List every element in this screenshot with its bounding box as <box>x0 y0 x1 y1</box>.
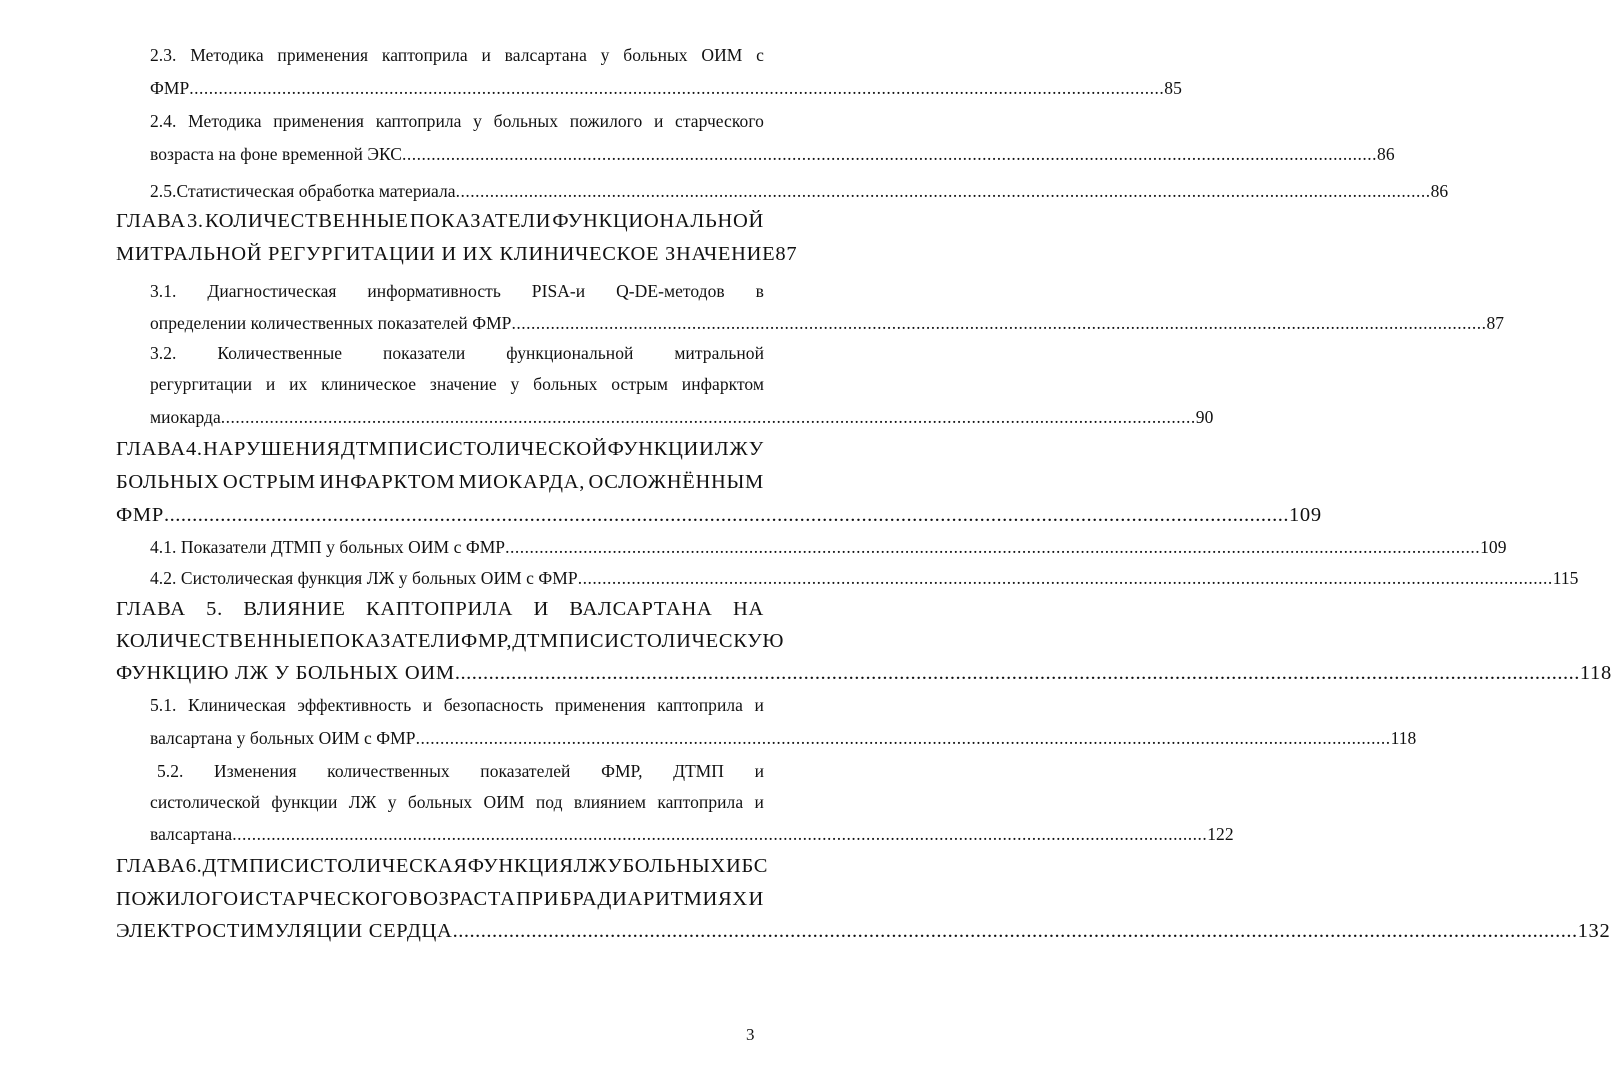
chapter-heading <box>116 630 785 652</box>
word: количественных <box>327 761 450 781</box>
word: ПОЖИЛОГО <box>116 888 239 910</box>
word: больных <box>493 111 559 131</box>
toc-line <box>150 697 764 715</box>
word: НА <box>732 598 764 620</box>
word: ФМР, <box>461 630 513 652</box>
word: пожилого <box>569 111 643 131</box>
word: У <box>607 855 623 877</box>
toc-line <box>157 763 764 781</box>
chapter-heading <box>116 211 764 232</box>
word: у <box>600 45 610 65</box>
word: безопасность <box>443 695 544 715</box>
word: применения <box>277 45 369 65</box>
toc-line: 4.1. Показатели ДТМП у больных ОИМ с ФМР ........................................................................................................................................................................................................ 109 <box>150 537 1507 557</box>
word: Q-DE-методов <box>616 281 725 301</box>
word: в <box>755 281 764 301</box>
word: и <box>265 374 276 394</box>
word: Изменения <box>214 761 297 781</box>
word: ФУНКЦИИ <box>607 438 715 460</box>
word: больных <box>407 792 473 812</box>
word: и <box>422 695 433 715</box>
word: МИОКАРДА, <box>458 471 586 493</box>
chapter-heading <box>116 855 769 877</box>
word: Клиническая <box>187 695 286 715</box>
word: ЛЖ <box>348 792 377 812</box>
word: у <box>387 792 397 812</box>
word: ФМР, <box>601 761 643 781</box>
toc-line: валсартана у больных ОИМ с ФМР ........................................................................................................................................................................................................ 118 <box>150 728 1417 748</box>
toc-line: 2.5.Статистическая обработка материала ........................................................................................................................................................................................................ 86 <box>150 181 1449 201</box>
word: больных <box>623 45 688 65</box>
word: применения <box>273 111 364 131</box>
word: ОИМ <box>483 792 525 812</box>
dot-leader: ........................................................................................................................................................................................................ <box>454 662 1580 684</box>
word: КАПТОПРИЛА <box>366 598 514 620</box>
toc-line <box>150 345 764 363</box>
dot-leader: ........................................................................................................................................................................................................ <box>163 504 1289 526</box>
word: 5. <box>206 598 223 620</box>
toc-line <box>150 283 764 301</box>
chapter-heading: ФМР ........................................................................................................................................................................................................ 109 <box>116 504 1322 526</box>
word: функции <box>271 792 338 812</box>
word: ФУНКЦИОНАЛЬНОЙ <box>552 210 764 232</box>
word: И <box>264 855 281 877</box>
dot-leader: ........................................................................................................................................................................................................ <box>220 407 1196 427</box>
word: ДТМП <box>341 438 404 460</box>
word: с <box>756 45 764 65</box>
word: и <box>754 695 764 715</box>
word: БОЛЬНЫХ <box>116 471 220 493</box>
word: ДТМП <box>202 855 265 877</box>
toc-line: миокарда ........................................................................................................................................................................................................ 90 <box>150 407 1214 427</box>
word: 3.1. <box>150 281 177 301</box>
chapter-heading: ЭЛЕКТРОСТИМУЛЯЦИИ СЕРДЦА ........................................................................................................................................................................................................ 132 <box>116 920 1611 942</box>
word: ГЛАВА <box>116 598 186 620</box>
word: ДТМП <box>512 630 575 652</box>
word: СИСТОЛИЧЕСКОЙ <box>419 438 608 460</box>
word: валсартана <box>504 45 587 65</box>
word: регургитации <box>150 374 253 394</box>
word: ЛЖ <box>714 438 749 460</box>
word: 4. <box>185 438 203 460</box>
word: информативность <box>367 281 501 301</box>
dot-leader: ........................................................................................................................................................................................................ <box>455 181 1431 201</box>
word: 2.4. <box>150 111 177 131</box>
word: каптоприла <box>657 695 743 715</box>
dot-leader: ........................................................................................................................................................................................................ <box>189 78 1165 98</box>
dot-leader: ........................................................................................................................................................................................................ <box>402 144 1378 164</box>
word: БОЛЬНЫХ <box>622 855 726 877</box>
word: клиническое <box>321 374 417 394</box>
word: ФУНКЦИЯ <box>467 855 574 877</box>
word: НАРУШЕНИЯ <box>202 438 341 460</box>
word: ПОКАЗАТЕЛИ <box>319 630 462 652</box>
word: И <box>403 438 419 460</box>
word: PISA-и <box>531 281 586 301</box>
dot-leader: ........................................................................................................................................................................................................ <box>511 313 1487 333</box>
word: под <box>535 792 563 812</box>
toc-line <box>150 113 764 131</box>
word: острым <box>611 374 668 394</box>
word: И <box>239 888 255 910</box>
word: значение <box>429 374 497 394</box>
word: и <box>653 111 664 131</box>
word: 2.3. <box>150 45 177 65</box>
word: у <box>473 111 482 131</box>
word: ГЛАВА <box>116 855 186 877</box>
chapter-heading: МИТРАЛЬНОЙ РЕГУРГИТАЦИИ И ИХ КЛИНИЧЕСКОЕ ЗНАЧЕНИЕ 87 <box>116 243 798 265</box>
word: каптоприла <box>381 45 468 65</box>
word: каптоприла <box>375 111 462 131</box>
word: старческого <box>675 111 764 131</box>
word: 6. <box>185 855 203 877</box>
word: И <box>748 888 764 910</box>
word: ДТМП <box>673 761 724 781</box>
word: систолической <box>150 792 261 812</box>
word: ОСТРЫМ <box>222 471 316 493</box>
toc-line: валсартана ........................................................................................................................................................................................................ 122 <box>150 824 1234 844</box>
word: Количественные <box>217 343 343 363</box>
word: У <box>748 438 764 460</box>
chapter-heading <box>116 889 764 910</box>
word: СИСТОЛИЧЕСКАЯ <box>280 855 468 877</box>
word: инфарктом <box>681 374 764 394</box>
word: ГЛАВА <box>116 438 186 460</box>
word: функциональной <box>506 343 634 363</box>
word: больных <box>533 374 598 394</box>
toc-line: определении количественных показателей ФМР ........................................................................................................................................................................................................ 87 <box>150 313 1505 333</box>
word: влиянием <box>573 792 647 812</box>
word: ВЛИЯНИЕ <box>243 598 346 620</box>
toc-line: возраста на фоне временной ЭКС ........................................................................................................................................................................................................ 86 <box>150 144 1395 164</box>
word: показателей <box>480 761 571 781</box>
word: Методика <box>190 45 264 65</box>
chapter-heading: ФУНКЦИЮ ЛЖ У БОЛЬНЫХ ОИМ ........................................................................................................................................................................................................ 118 <box>116 662 1612 684</box>
chapter-heading <box>116 599 764 620</box>
word: показатели <box>382 343 466 363</box>
dot-leader: ........................................................................................................................................................................................................ <box>505 537 1481 557</box>
word: ЛЖ <box>573 855 608 877</box>
word: БРАДИАРИТМИЯХ <box>559 888 748 910</box>
chapter-heading <box>116 439 764 460</box>
word: применения <box>554 695 646 715</box>
word: И <box>574 630 590 652</box>
page-number: 3 <box>746 1025 755 1044</box>
word: у <box>510 374 520 394</box>
word: их <box>289 374 308 394</box>
word: и <box>754 792 764 812</box>
word: И <box>533 598 550 620</box>
word: ВОЗРАСТА <box>408 888 516 910</box>
word: КОЛИЧЕСТВЕННЫЕ <box>116 630 320 652</box>
word: митральной <box>674 343 764 363</box>
toc-line <box>150 47 764 65</box>
word: ПОКАЗАТЕЛИ <box>409 210 552 232</box>
word: 5.2. <box>157 761 184 781</box>
word: СИСТОЛИЧЕСКУЮ <box>589 630 785 652</box>
dot-leader: ........................................................................................................................................................................................................ <box>415 728 1391 748</box>
word: и <box>754 761 764 781</box>
word: СТАРЧЕСКОГО <box>255 888 409 910</box>
word: ИНФАРКТОМ <box>319 471 456 493</box>
word: ГЛАВА <box>116 210 186 232</box>
word: КОЛИЧЕСТВЕННЫЕ <box>204 210 409 232</box>
word: ВАЛСАРТАНА <box>569 598 713 620</box>
toc-line: ФМР ........................................................................................................................................................................................................ 85 <box>150 78 1182 98</box>
word: ОСЛОЖНЁННЫМ <box>588 471 764 493</box>
word: Диагностическая <box>207 281 337 301</box>
word: ИБС <box>725 855 769 877</box>
toc-line: 4.2. Систолическая функция ЛЖ у больных ОИМ с ФМР ........................................................................................................................................................................................................ 115 <box>150 568 1579 588</box>
word: Методика <box>188 111 262 131</box>
word: 3. <box>186 210 204 232</box>
word: и <box>481 45 491 65</box>
dot-leader: ........................................................................................................................................................................................................ <box>232 824 1208 844</box>
toc-line <box>150 376 764 394</box>
toc-line <box>150 794 764 812</box>
dot-leader: ........................................................................................................................................................................................................ <box>452 920 1578 942</box>
word: эффективность <box>297 695 412 715</box>
dot-leader: ........................................................................................................................................................................................................ <box>577 568 1553 588</box>
word: ОИМ <box>701 45 743 65</box>
word: каптоприла <box>657 792 744 812</box>
word: 3.2. <box>150 343 177 363</box>
word: ПРИ <box>516 888 560 910</box>
chapter-heading <box>116 472 764 493</box>
word: 5.1. <box>150 695 177 715</box>
